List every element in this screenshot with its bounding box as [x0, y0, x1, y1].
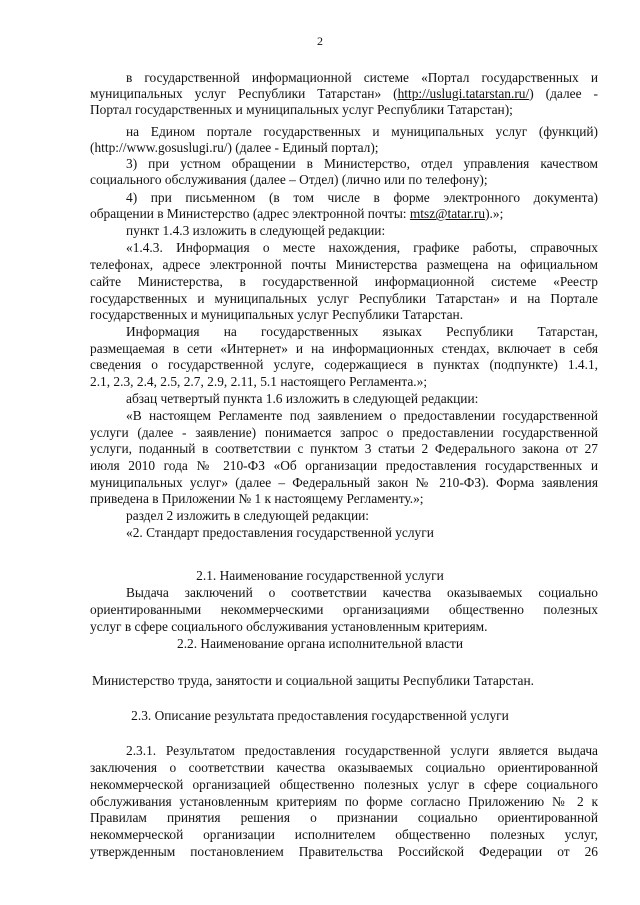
text-line: июля 2010 года № 210-ФЗ «Об организации предоставления государственных и — [90, 458, 598, 473]
text-line: Выдача заключений о соответствии качества оказываемых социально — [126, 585, 598, 600]
text-line: ориентированными некоммерческими организациями общественно полезных — [90, 602, 598, 617]
text-line: государственных и муниципальных услуг Республики Татарстан» и на Портале — [90, 291, 598, 306]
text-line: 2.3.1. Результатом предоставления государственной услуги является выдача — [126, 743, 598, 758]
text-line: заключения о соответствии качества оказываемых социально ориентированной — [90, 760, 598, 775]
text-line: 2.2. Наименование органа исполнительной власти — [177, 636, 463, 651]
text-line: в государственной информационной системе «Портал государственных и — [126, 70, 598, 85]
text-line: (http://www.gosuslugi.ru/) (далее - Единый портал); — [90, 140, 379, 155]
text-line: 2.3. Описание результата предоставления государственной услуги — [131, 708, 509, 723]
text-line: Правилам принятия решения о признании социально ориентированной — [90, 810, 598, 825]
text-line: сайте Министерства, в государственной информационной системе «Реестр — [90, 274, 598, 289]
text-line: некоммерческой организацией общественно полезных услуг в сфере социального — [90, 777, 598, 792]
text-line: Министерство труда, занятости и социальной защиты Республики Татарстан. — [92, 673, 534, 688]
text-line: абзац четвертый пункта 1.6 изложить в следующей редакции: — [126, 391, 479, 406]
text-line: услуги, поданный в соответствии с пунктом 3 статьи 2 Федерального закона от 27 — [90, 441, 598, 456]
text-line: услуги (далее - заявление) понимается запрос о предоставлении государственной — [90, 425, 598, 440]
text-line: Информация на государственных языках Республики Татарстан, — [126, 324, 598, 339]
text-line: «В настоящем Регламенте под заявлением о предоставлении государственной — [126, 408, 598, 423]
text-line: приведена в Приложении № 1 к настоящему Регламенту.»; — [90, 491, 424, 506]
text-line: «1.4.3. Информация о месте нахождения, графике работы, справочных — [126, 240, 598, 255]
text-line: «2. Стандарт предоставления государственной услуги — [126, 525, 434, 540]
text-line: социального обслуживания (далее – Отдел) (лично или по телефону); — [90, 172, 488, 187]
text-line: обслуживания установленным критериям по форме согласно Приложению № 2 к — [90, 794, 598, 809]
text-line: 2.1. Наименование государственной услуги — [196, 568, 444, 583]
text-line: 4) при письменном (в том числе в форме электронного документа) — [126, 190, 598, 205]
text-line: на Едином портале государственных и муниципальных услуг (функций) — [126, 124, 598, 139]
text-line: услуг в сфере социального обслуживания установленным критериям. — [90, 619, 488, 634]
text-line: размещаемая в сети «Интернет» и на информационных стендах, включает в себя — [90, 341, 598, 356]
text-line: 3) при устном обращении в Министерство, отдел управления качеством — [126, 156, 598, 171]
text-line: Портал государственных и муниципальных услуг Республики Татарстан); — [90, 102, 513, 117]
text-line: пункт 1.4.3 изложить в следующей редакции: — [126, 223, 386, 238]
email-link[interactable]: mtsz@tatar.ru — [409, 206, 486, 221]
text-line: некоммерческой организации исполнителем общественно полезных услуг, — [90, 827, 598, 842]
text-line: утвержденным постановлением Правительства Российской Федерации от 26 — [90, 844, 598, 859]
text-line: государственных и муниципальных услуг Республики Татарстан. — [90, 307, 464, 322]
text-line: 2.1, 2.3, 2.4, 2.5, 2.7, 2.9, 2.11, 5.1 настоящего Регламента.»; — [90, 374, 428, 389]
text-line: обращении в Министерство (адрес электронной почты: mtsz@tatar.ru).»; — [90, 206, 504, 221]
text-line: муниципальных услуг» (далее – Федеральный закон № 210-ФЗ). Форма заявления — [90, 475, 598, 490]
page-number: 2 — [317, 34, 323, 48]
text-line: муниципальных услуг Республики Татарстан» (http://uslugi.tatarstan.ru/) (далее - — [90, 86, 598, 101]
text-line: раздел 2 изложить в следующей редакции: — [126, 508, 370, 523]
text-line: телефонах, адресе электронной почты Министерства размещена на официальном — [90, 257, 598, 272]
text-line: сведения о государственной услуге, содержащиеся в пунктах (подпункте) 1.4.1, — [90, 357, 598, 372]
portal-link[interactable]: http://uslugi.tatarstan.ru/ — [397, 86, 530, 101]
